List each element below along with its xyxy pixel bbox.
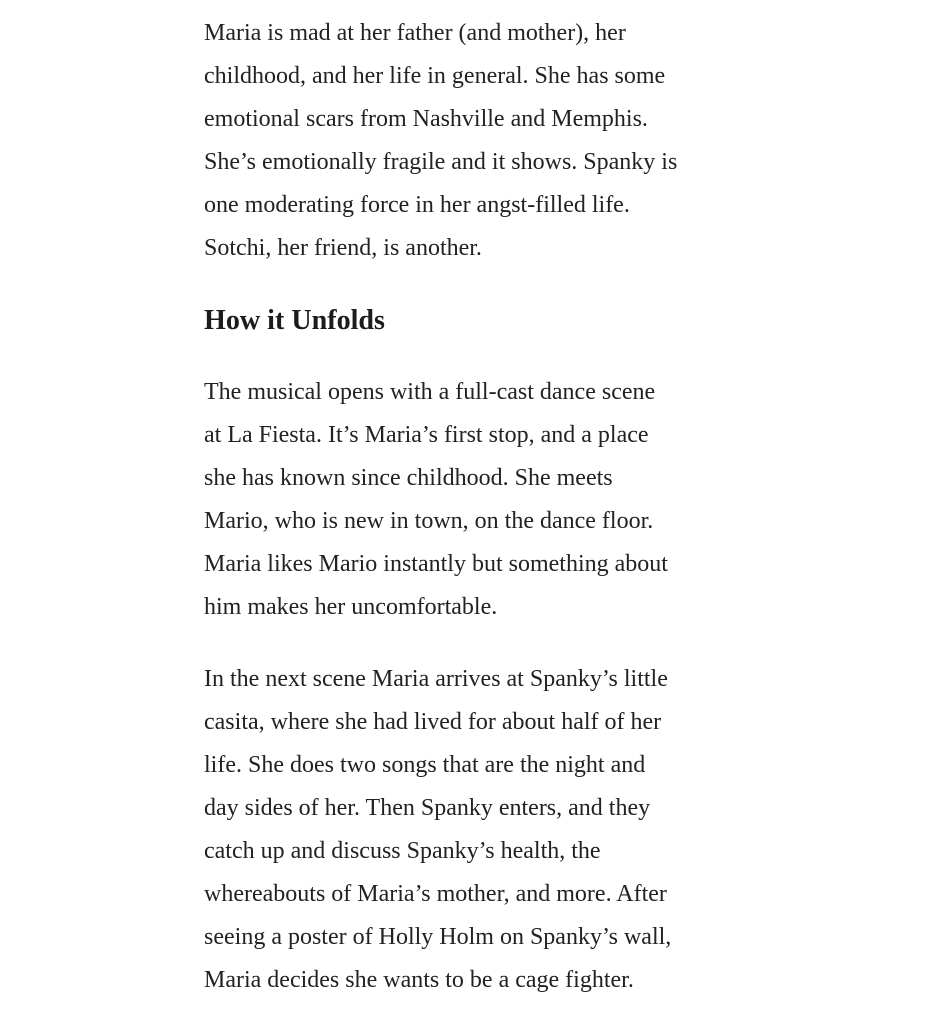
- text-line: seeing a poster of Holly Holm on Spanky’s wall,: [204, 924, 672, 950]
- text-line: she has known since childhood. She meets: [204, 465, 613, 491]
- text-line: Maria likes Mario instantly but something about: [204, 551, 668, 577]
- text-line: him makes her uncomfortable.: [204, 594, 498, 620]
- text-line: day sides of her. Then Spanky enters, and they: [204, 795, 651, 821]
- text-line: childhood, and her life in general. She has some: [204, 63, 666, 89]
- text-line: catch up and discuss Spanky’s health, the: [204, 838, 601, 864]
- text-line: whereabouts of Maria’s mother, and more. After: [204, 881, 667, 907]
- text-line: She’s emotionally fragile and it shows. Spanky is: [204, 149, 678, 175]
- paragraph-next-scene: [204, 658, 764, 1002]
- text-line: Mario, who is new in town, on the dance floor.: [204, 508, 654, 534]
- text-line: Maria is mad at her father (and mother), her: [204, 20, 626, 46]
- text-line: at La Fiesta. It’s Maria’s first stop, and a place: [204, 422, 649, 448]
- text-line: casita, where she had lived for about half of her: [204, 709, 662, 735]
- paragraph-opening-scene: [204, 371, 764, 629]
- text-line: emotional scars from Nashville and Memphis.: [204, 106, 648, 132]
- text-line: In the next scene Maria arrives at Spanky’s little: [204, 666, 668, 692]
- text-line: life. She does two songs that are the night and: [204, 752, 646, 778]
- section-heading: How it Unfolds: [204, 305, 385, 336]
- text-line: The musical opens with a full-cast dance scene: [204, 379, 656, 405]
- text-line: Maria decides she wants to be a cage fighter.: [204, 967, 634, 993]
- paragraph-maria-background: [204, 12, 764, 270]
- text-line: Sotchi, her friend, is another.: [204, 235, 482, 261]
- text-line: one moderating force in her angst-filled life.: [204, 192, 630, 218]
- article-body: [204, 12, 764, 1031]
